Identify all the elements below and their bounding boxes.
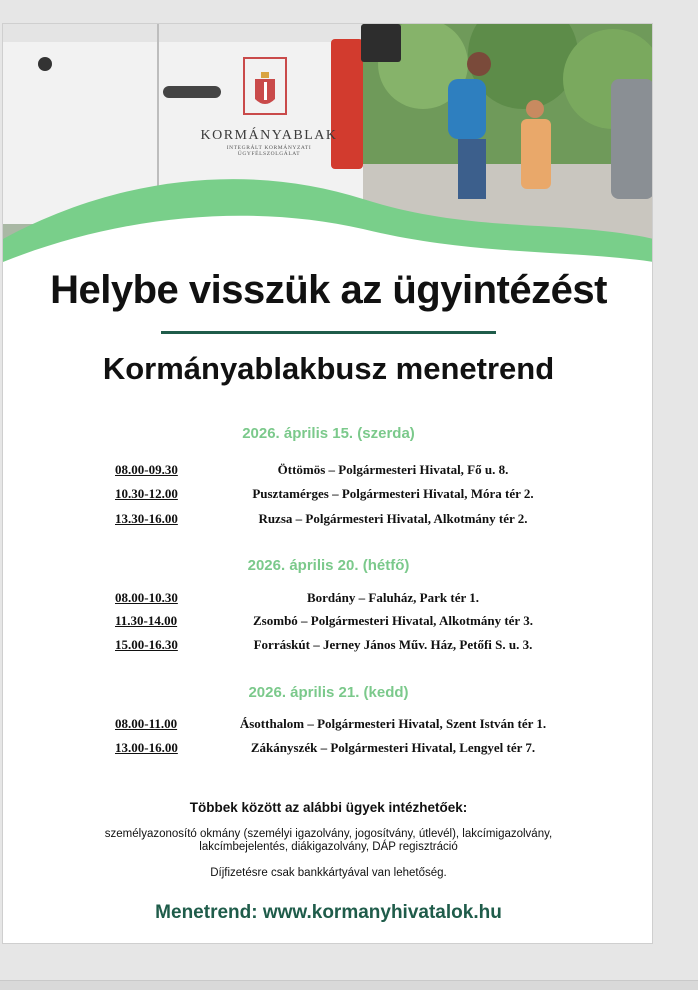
schedule-row <box>3 740 653 758</box>
hero-illustration <box>3 24 653 264</box>
logo-frame <box>243 57 287 115</box>
poster-page <box>2 23 653 944</box>
schedule-date: 2026. április 20. (hétfő) <box>247 557 410 574</box>
schedule-row <box>3 613 653 631</box>
schedule-row <box>3 637 653 655</box>
hero-photo <box>3 24 653 264</box>
footer-link[interactable]: Menetrend: www.kormanyhivatalok.hu <box>155 902 502 923</box>
schedule-time: 08.00-10.30 <box>115 590 178 605</box>
schedule-place: Pusztamérges – Polgármesteri Hivatal, Móra tér 2. <box>252 486 534 501</box>
schedule-date: 2026. április 21. (kedd) <box>248 684 409 701</box>
schedule-place: Bordány – Faluház, Park tér 1. <box>306 590 479 605</box>
schedule-place: Zákányszék – Polgármesteri Hivatal, Lengyel tér 7. <box>250 740 536 755</box>
schedule-time: 13.30-16.00 <box>115 511 178 526</box>
pedestrian-adult <box>448 79 486 139</box>
logo-text: KORMÁNYABLAK <box>200 128 338 143</box>
schedule-row <box>3 590 653 608</box>
schedule-time: 08.00-09.30 <box>115 462 178 477</box>
schedule-row <box>3 462 653 480</box>
schedule-row <box>3 511 653 529</box>
schedule-place: Ásotthalom – Polgármesteri Hivatal, Szent István tér 1. <box>239 716 547 731</box>
services-title: Többek között az alábbi ügyek intézhetőek: <box>189 800 468 815</box>
schedule-time: 15.00-16.30 <box>115 637 178 652</box>
schedule-time: 11.30-14.00 <box>115 613 178 628</box>
subheadline: Kormányablakbusz menetrend <box>102 351 555 386</box>
schedule-time: 08.00-11.00 <box>115 716 178 731</box>
schedule-row <box>3 486 653 504</box>
schedule-place: Ruzsa – Polgármesteri Hivatal, Alkotmány tér 2. <box>258 511 528 526</box>
headline: Helybe visszük az ügyintézést <box>50 268 607 312</box>
van-mirror <box>361 24 401 62</box>
schedule-place: Forráskút – Jerney János Műv. Ház, Petőfi S. u. 3. <box>253 637 533 652</box>
schedule-row <box>3 716 653 734</box>
divider <box>161 331 496 334</box>
schedule-date: 2026. április 15. (szerda) <box>242 425 415 442</box>
schedule-time: 10.30-12.00 <box>115 486 178 501</box>
schedule-time: 13.00-16.00 <box>115 740 178 755</box>
schedule-place: Zsombó – Polgármesteri Hivatal, Alkotmány tér 3. <box>253 613 533 628</box>
services-list: személyazonosító okmány (személyi igazolvány, jogosítvány, útlevél), lakcímigazolvány, lakcímbejelentés, diákigazolvány, DÁP regisztráció <box>104 828 553 853</box>
pedestrian-child <box>521 119 551 189</box>
payment-note: Díjfizetésre csak bankkártyával van lehetőség. <box>210 867 447 879</box>
schedule-place: Öttömös – Polgármesteri Hivatal, Fő u. 8. <box>277 462 509 477</box>
logo-subtitle: INTEGRÁLT KORMÁNYZATI ÜGYFÉLSZOLGÁLAT <box>226 145 312 157</box>
